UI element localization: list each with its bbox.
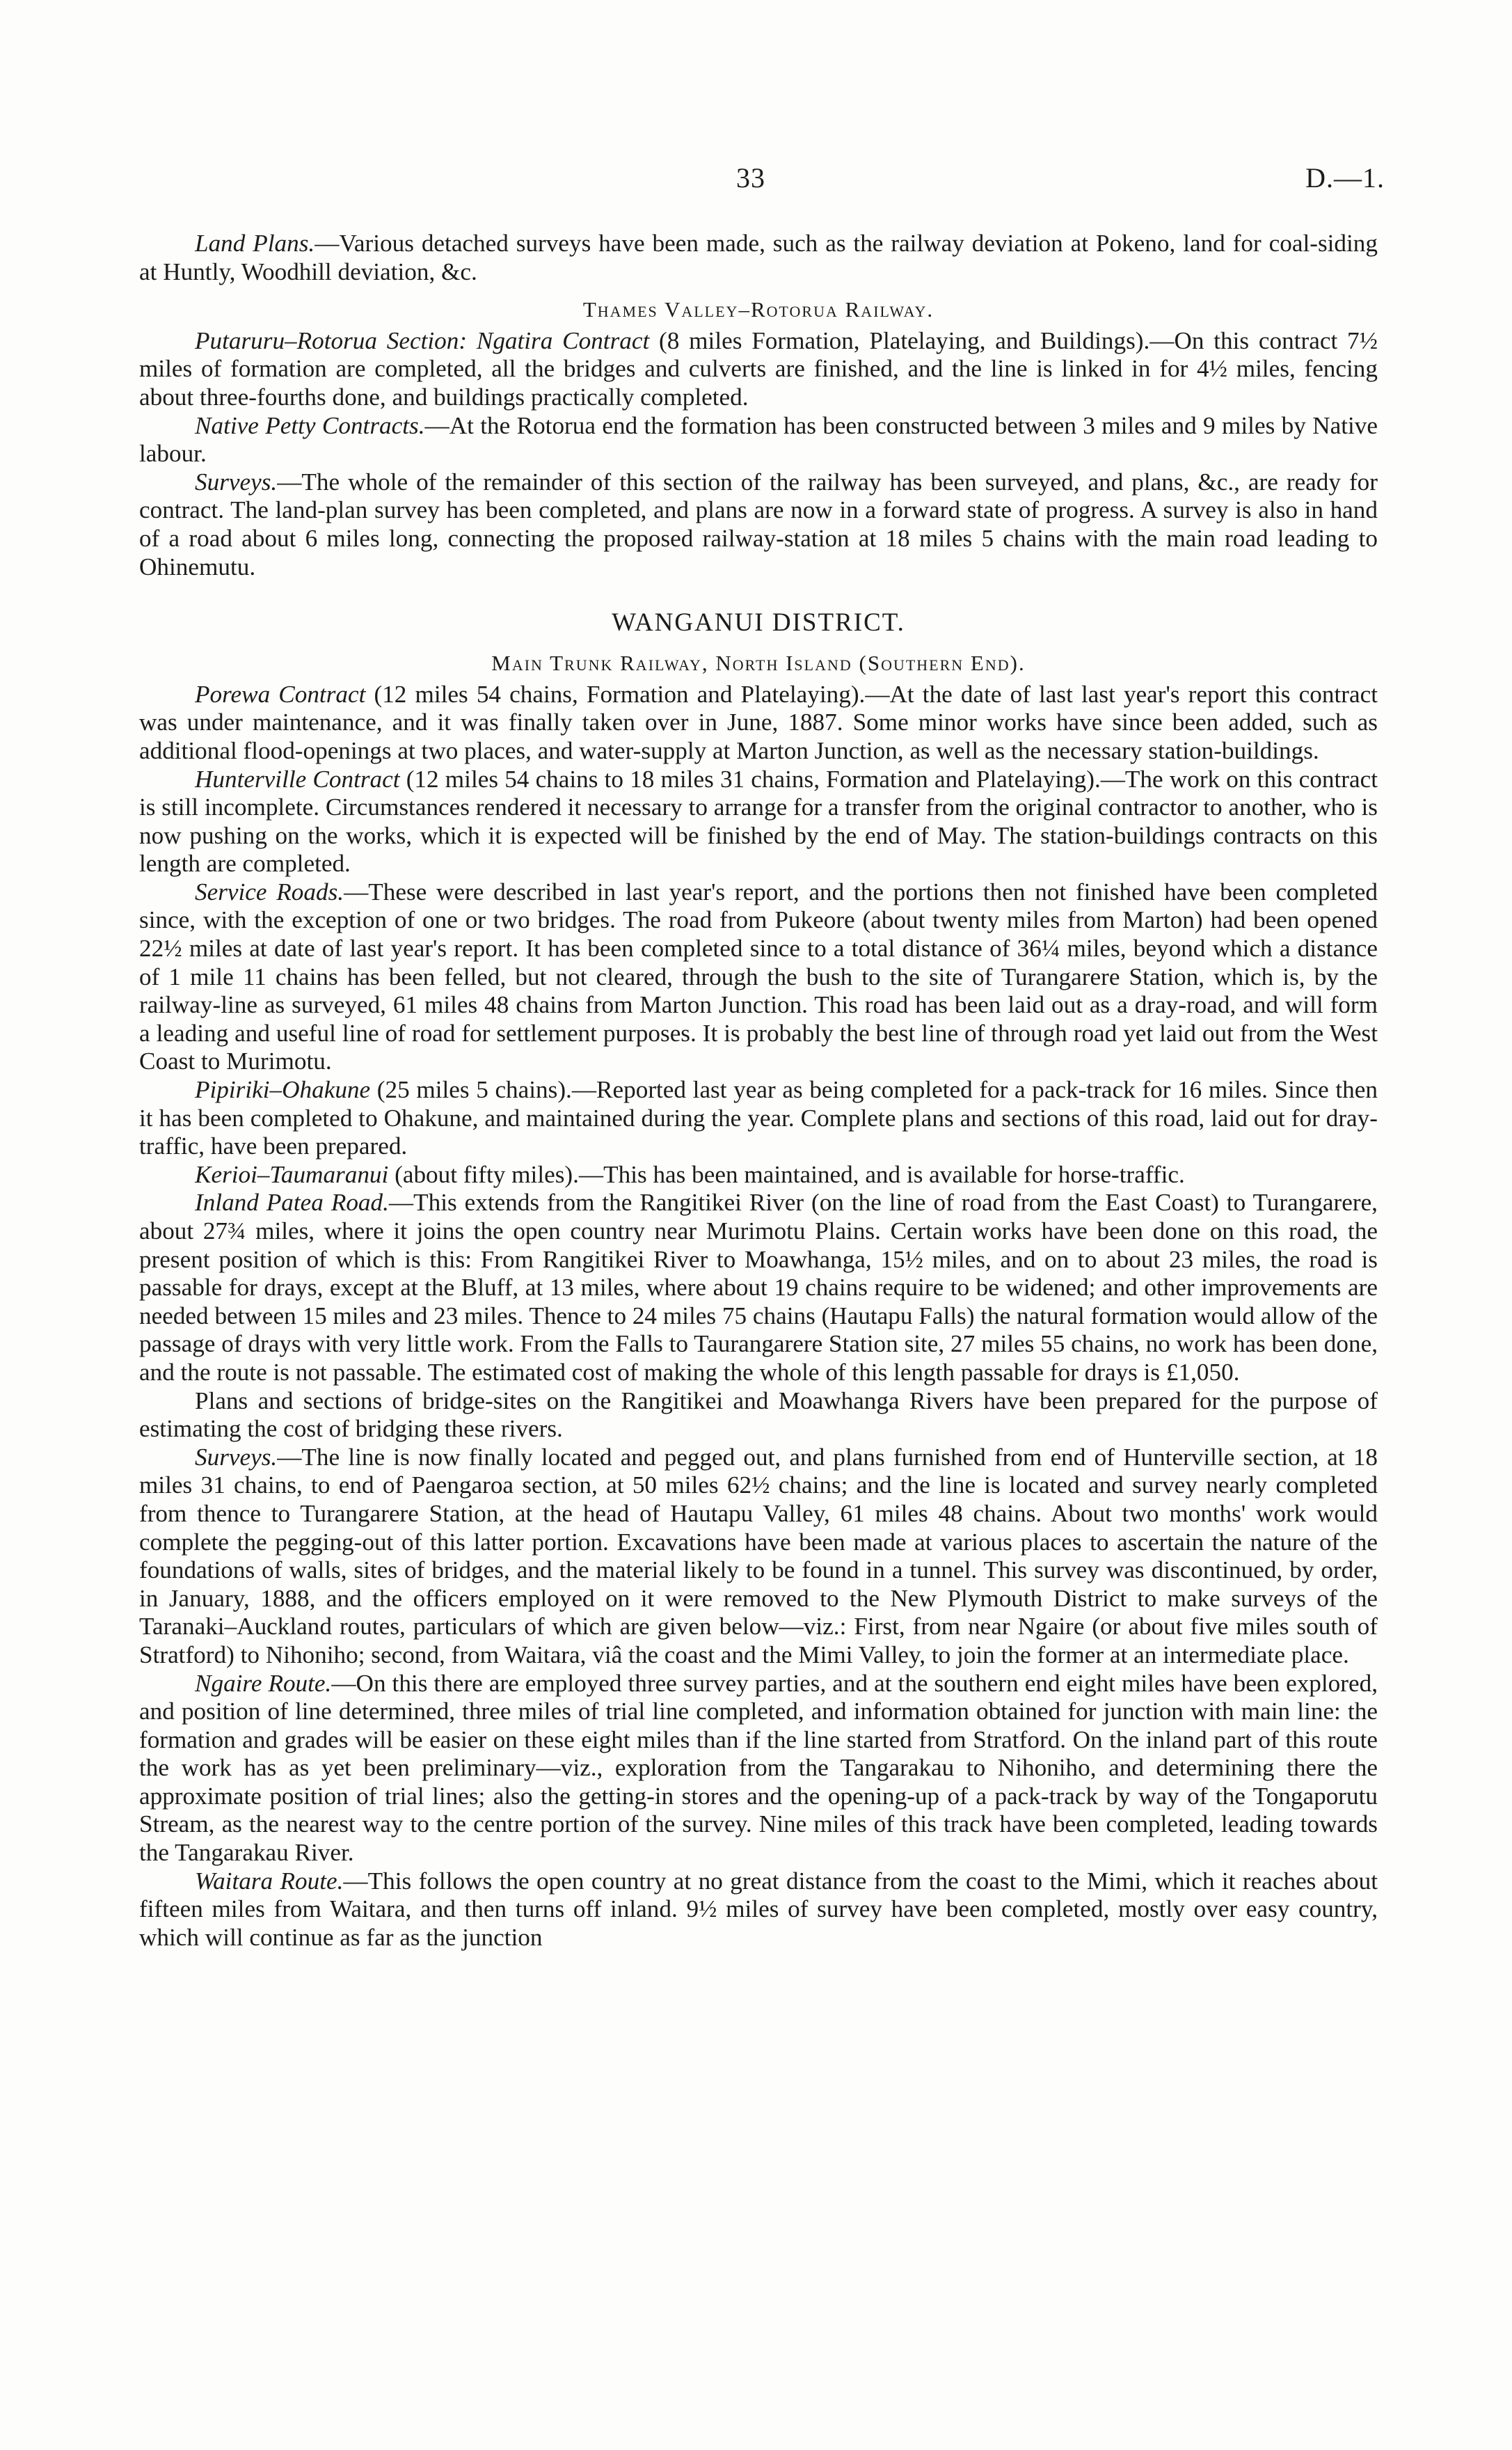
paragraph [139,878,1378,1076]
paragraph-lead: Porewa Contract [195,680,366,708]
body-text [139,230,1378,1952]
paragraph-body: (8 miles Formation, Platelaying, and Buildings).—On this contract 7½ miles of formation are completed, all the bridges and culverts are finished, and the line is linked in for 4½ miles, fencing about three-fourths done, and buildings practically completed. [139,326,1378,411]
paragraph-body: —Various detached surveys have been made, such as the railway deviation at Pokeno, land for coal-siding at Huntly, Woodhill deviation, &c. [139,230,1378,285]
paragraph [139,1867,1378,1952]
paragraph-body: —These were described in last year's report, and the portions then not finished have been completed since, with the exception of one or two bridges. The road from Pukeore (about twenty miles from Marton) had been opened 22½ miles at date of last year's report. It has been completed since to a total distance of 36¼ miles, beyond which a distance of 1 mile 11 chains has been felled, but not cleared, through the bush to the site of Turangarere Station, which is, by the railway-line as surveyed, 61 miles 48 chains from Marton Junction. This road has been laid out as a dray-road, and will form a leading and useful line of road for settlement purposes. It is probably the best line of through road yet laid out from the West Coast to Murimotu. [139,878,1378,1075]
paragraph-body: (12 miles 54 chains, Formation and Platelaying).—At the date of last last year's report this contract was under maintenance, and it was finally taken over in June, 1887. Some minor works have since been added, such as additional flood-openings at two places, and water-supply at Marton Junction, as well as the necessary station-buildings. [139,680,1378,764]
paragraph-body: (25 miles 5 chains).—Reported last year as being completed for a pack-track for 16 miles. Since then it has been completed to Ohakune, and maintained during the year. Complete plans and sections of this road, laid out for dray-traffic, have been prepared. [139,1076,1378,1160]
paragraph [139,468,1378,581]
paragraph-lead: Pipiriki–Ohakune [195,1076,371,1104]
section-heading: Thames Valley–Rotorua Railway. [582,297,934,322]
paragraph-body: —This follows the open country at no great distance from the coast to the Mimi, which it reaches about fifteen miles from Waitara, and then turns off inland. 9½ miles of survey have been completed, mostly over easy country, which will continue as far as the junction [139,1867,1378,1951]
paragraph-lead: Native Petty Contracts. [195,411,425,439]
paragraph [139,681,1378,766]
paragraph-lead: Ngaire Route. [195,1669,332,1697]
paragraph-lead: Waitara Route. [195,1867,344,1895]
paragraph [139,1161,1378,1190]
paragraph [139,1076,1378,1161]
paragraph [139,412,1378,468]
page-number: 33 [736,162,765,193]
paragraph-lead: Hunterville Contract [195,765,400,793]
paragraph [139,327,1378,412]
district-heading: WANGANUI DISTRICT. [612,608,905,638]
paragraph-body: —The line is now finally located and pegged out, and plans furnished from end of Hunterville section, at 18 miles 31 chains, to end of Paengaroa section, at 50 miles 62½ chains; and the line is located and survey nearly completed from thence to Turangarere Station, at the head of Hautapu Valley, 61 miles 48 chains. About two months' work would complete the pegging-out of this latter portion. Excavations have been made at various places to ascertain the nature of the foundations of walls, sites of bridges, and the material likely to be found in a tunnel. This survey was discontinued, by order, in January, 1888, and the officers employed on it were removed to the New Plymouth District to make surveys of the Taranaki–Auckland routes, particulars of which are given below—viz.: First, from near Ngaire (or about five miles south of Stratford) to Nihoniho; second, from Waitara, viâ the coast and the Mimi Valley, to join the former at an intermediate place. [139,1443,1378,1668]
paragraph-lead: Putaruru–Rotorua Section: Ngatira Contract [195,326,650,354]
paragraph-body: (about fifty miles).—This has been maintained, and is available for horse-traffic. [388,1160,1185,1188]
paragraph-lead: Surveys. [195,468,278,496]
paragraph-body: (12 miles 54 chains to 18 miles 31 chains, Formation and Platelaying).—The work on this contract is still incomplete. Circumstances rendered it necessary to arrange for a transfer from the original contractor to another, who is now pushing on the works, which it is expected will be finished by the end of May. The station-buildings contracts on this length are completed. [139,765,1378,878]
paragraph-lead: Service Roads. [195,878,344,906]
paragraph-body: —This extends from the Rangitikei River (on the line of road from the East Coast) to Turangarere, about 27¾ miles, where it joins the open country near Murimotu Plains. Certain works have been done on this road, the present position of which is this: From Rangitikei River to Moawhanga, 15½ miles, and on to about 23 miles, the road is passable for drays, except at the Bluff, at 13 miles, where about 19 chains require to be widened; and other improvements are needed between 15 miles and 23 miles. Thence to 24 miles 75 chains (Hautapu Falls) the natural formation would allow of the passage of drays with very little work. From the Falls to Taurangarere Station site, 27 miles 55 chains, no work has been done, and the route is not passable. The estimated cost of making the whole of this length passable for drays is £1,050. [139,1189,1378,1386]
paragraph [139,1444,1378,1670]
paragraph-lead: Kerioi–Taumaranui [195,1160,389,1188]
paragraph-body: —The whole of the remainder of this section of the railway has been surveyed, and plans, &c., are ready for contract. The land-plan survey has been completed, and plans are now in a forward state of progress. A survey is also in hand of a road about 6 miles long, connecting the proposed railway-station at 18 miles 5 chains with the main road leading to Ohinemutu. [139,468,1378,580]
paragraph [139,230,1378,286]
section-heading: Main Trunk Railway, North Island (Southern End). [491,651,1026,676]
document-reference: D.—1. [1305,162,1385,193]
paragraph-body: Plans and sections of bridge-sites on the Rangitikei and Moawhanga Rivers have been prepared for the purpose of estimating the cost of bridging these rivers. [139,1386,1378,1443]
paragraph-body: —On this there are employed three survey parties, and at the southern end eight miles have been explored, and position of line determined, three miles of trial line completed, and information obtained for junction with main line: the formation and grades will be easier on these eight miles than if the line started from Stratford. On the inland part of this route the work has as yet been preliminary—viz., exploration from the Tangarakau to Nihoniho, and determining there the approximate position of trial lines; also the getting-in stores and the opening-up of a pack-track by way of the Tongaporutu Stream, as the nearest way to the centre portion of the survey. Nine miles of this track have been completed, leading towards the Tangarakau River. [139,1669,1378,1867]
paragraph-lead: Surveys. [195,1443,278,1471]
paragraph [139,1670,1378,1867]
paragraph [139,766,1378,878]
paragraph-lead: Land Plans. [195,230,315,257]
paragraph-body: —At the Rotorua end the formation has been constructed between 3 miles and 9 miles by Native labour. [139,411,1378,468]
paragraph [139,1387,1378,1444]
paragraph-lead: Inland Patea Road. [195,1189,389,1217]
paragraph [139,1189,1378,1386]
